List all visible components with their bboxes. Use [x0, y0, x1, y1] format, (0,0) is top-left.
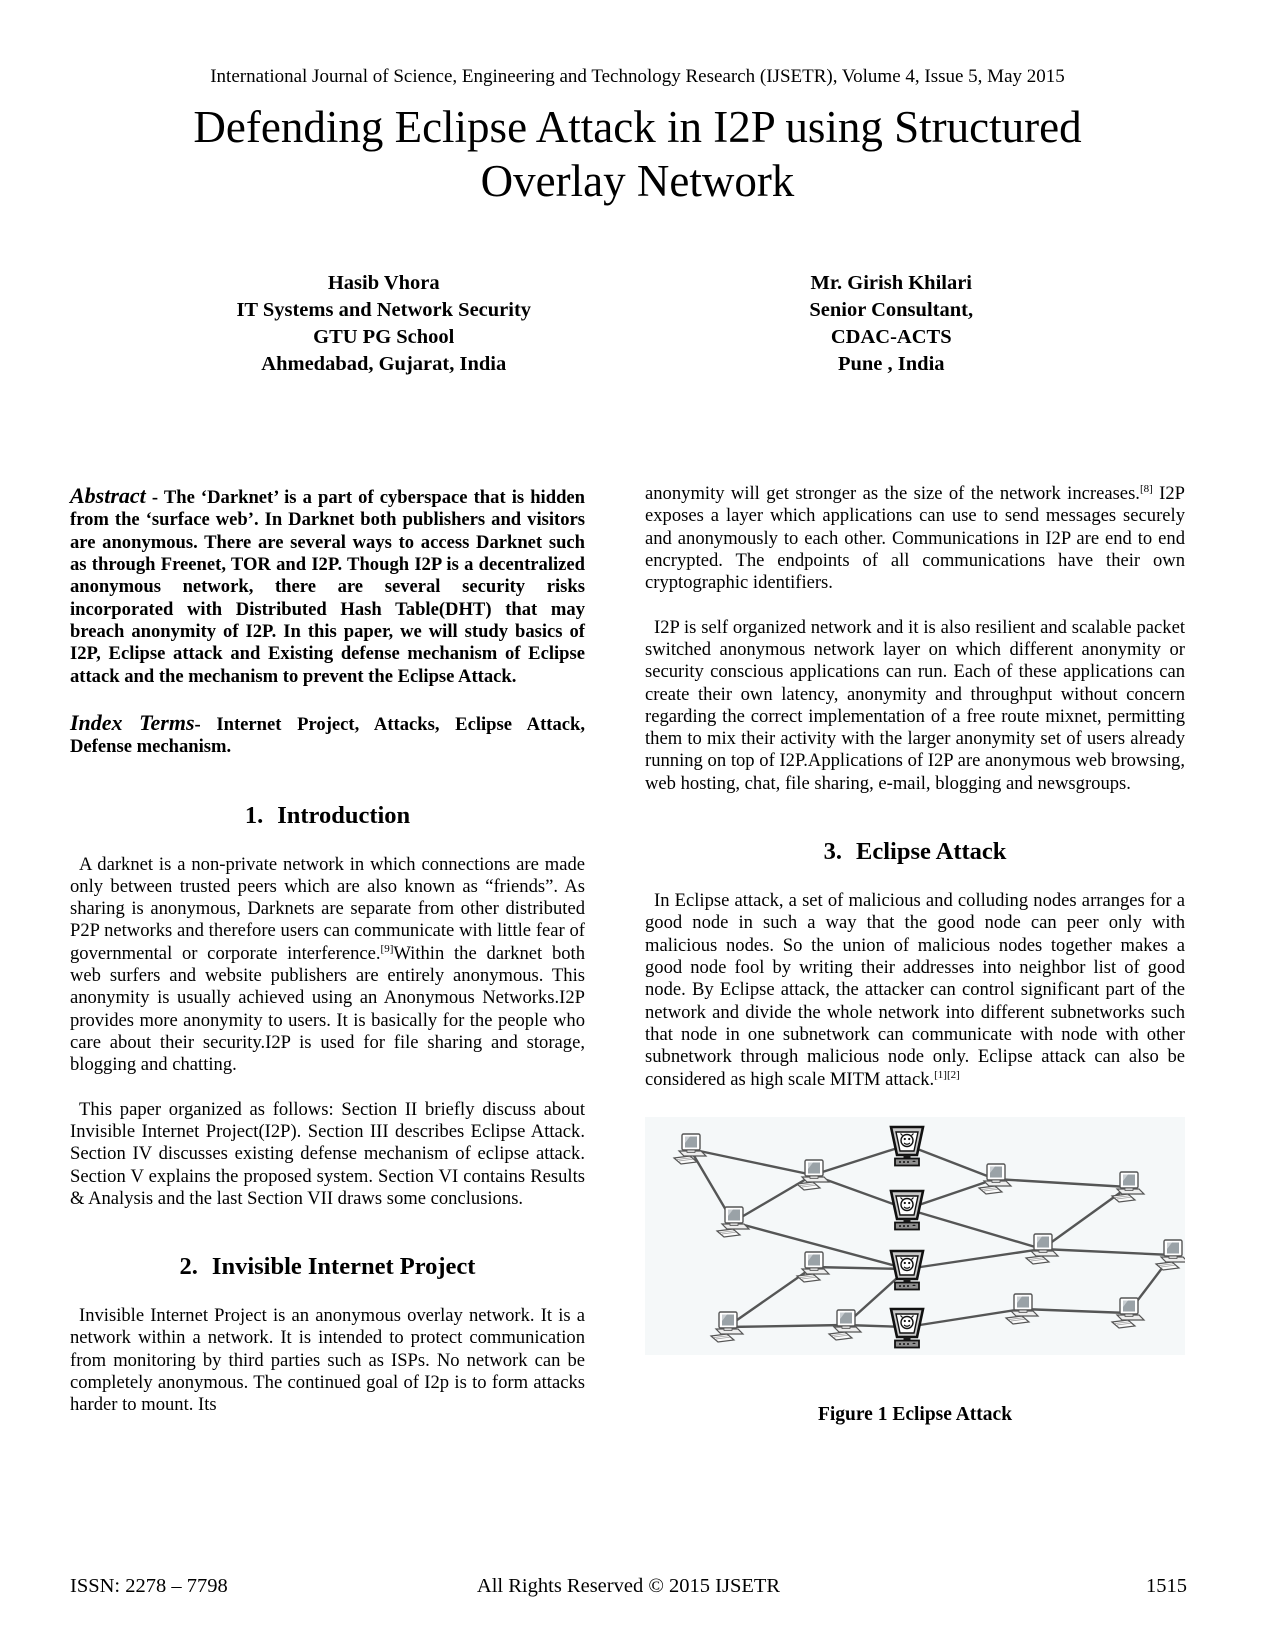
malicious-monitor-icon [891, 1251, 923, 1290]
page-footer [70, 1575, 1187, 1598]
section-3-heading [645, 839, 1185, 866]
network-edge [813, 1145, 907, 1175]
author-block-1 [130, 270, 638, 378]
intro-p1-text: A darknet is a non-private network in which connections are made only between trusted peers which are also known as “friends”. As sharing is anonymous, Darknets are separate from other distributed P2P networks and therefore users can communicate with little fear of governmental or corporate interference. [70, 853, 585, 964]
abstract-separator: - [145, 487, 164, 508]
network-edge [907, 1145, 995, 1179]
intro-paragraph-1 [70, 854, 585, 1077]
network-edge [907, 1209, 1042, 1249]
author-block-2 [638, 270, 1146, 378]
section-3-title: Eclipse Attack [855, 838, 1007, 866]
i2p-network-paragraph: I2P is self organized network and it is also resilient and scalable packet switched anonymous network layer on which different anonymity or security conscious applications can run. Each of these applications can create their own latency, anonymity and throughput without concern regarding the correct implementation of a free route mixnet, permitting them to mix their activity with the larger anonymity set of users already running on top of I2P.Applications of I2P are anonymous web browsing, web hosting, chat, file sharing, e-mail, blogging and newsgroups. [645, 616, 1185, 794]
network-edge [1042, 1249, 1172, 1255]
figure-1 [645, 1117, 1185, 1426]
network-edge [733, 1175, 813, 1222]
figure-edges [690, 1145, 1172, 1327]
author-1-name: Hasib Vhora [327, 272, 440, 294]
abstract-text: The ‘Darknet’ is a part of cyberspace that is hidden from the ‘surface web’. In Darknet both publishers and visitors are anonymous. There are several ways to access Darknet such as through Freenet, TOR and I2P. Though I2P is a decentralized anonymous network, there are several security risks incorporated with Distributed Hash Table(DHT) that may breach anonymity of I2P. In this paper, we will study basics of I2P, Eclipse attack and Existing defense mechanism of Eclipse attack and the mechanism to prevent the Eclipse Attack. [70, 487, 585, 687]
index-terms-label: Index Terms [70, 709, 195, 735]
citation-1-2: [1][2] [934, 1068, 960, 1081]
body-columns [70, 483, 1185, 1439]
computer-node-icon [674, 1134, 706, 1164]
intro-p1-text-cont: Within the darknet both web surfers and website publishers are entirely anonymous. This anonymity is usually achieved using an Anonymous Networks.I2P provides more anonymity to users. It is basically for the people who care about their security.I2P is used for file sharing and storage, blogging and chatting. [70, 942, 586, 1076]
figure-nodes [674, 1127, 1185, 1348]
intro-paragraph-2: This paper organized as follows: Section II briefly discuss about Invisible Internet Project(I2P). Section III describes Eclipse Attack. Section IV discusses existing defense mechanism of eclipse attack. Section V explains the proposed system. Section VI contains Results & Analysis and the last Section VII draws some conclusions. [70, 1098, 585, 1209]
abstract-label: Abstract [70, 483, 146, 508]
i2p-paragraph: Invisible Internet Project is an anonymous overlay network. It is a network within a network. It is intended to protect communication from monitoring by third parties such as ISPs. No network can be completely anonymous. The continued goal of I2p is to form attacks harder to mount. Its [70, 1305, 585, 1416]
malicious-monitor-icon [891, 1309, 923, 1348]
eclipse-attack-paragraph [645, 890, 1185, 1091]
continuation-text: anonymity will get stronger as the size of the network increases. [645, 483, 1140, 504]
authors-row [130, 270, 1145, 378]
network-edge [727, 1325, 845, 1327]
author-2-location: Pune , India [837, 353, 945, 376]
author-1-school: GTU PG School [313, 326, 455, 349]
eclipse-attack-diagram [645, 1117, 1185, 1355]
continuation-paragraph [645, 483, 1185, 595]
index-terms-text: - Internet Project, Attacks, Eclipse Attack, Defense mechanism. [70, 713, 585, 758]
network-edge [690, 1149, 813, 1175]
section-2-heading [70, 1254, 585, 1281]
malicious-monitor-icon [891, 1191, 923, 1230]
right-column [645, 483, 1185, 1439]
computer-node-icon [717, 1207, 749, 1237]
footer-rights: All Rights Reserved © 2015 IJSETR [476, 1575, 781, 1597]
malicious-monitor-icon [891, 1127, 923, 1166]
author-1-location: Ahmedabad, Gujarat, India [261, 353, 507, 376]
author-2-organization: CDAC-ACTS [830, 326, 952, 349]
network-edge [995, 1179, 1128, 1187]
section-1-heading [70, 803, 585, 830]
left-column [70, 483, 585, 1439]
network-edge [907, 1249, 1042, 1269]
network-edge [907, 1309, 1022, 1327]
eclipse-attack-text: In Eclipse attack, a set of malicious and colluding nodes arranges for a good node in such a way that the good node can peer only with malicious nodes. So the union of malicious nodes together makes a good node fool by writing their addresses into neighbor list of good node. By Eclipse attack, the attacker can control significant part of the network and divide the whole network into different subnetworks such that node in one subnetwork can communicate with node with other subnetwork through malicious node only. Eclipse attack can also be considered as high scale MITM attack. [645, 890, 1185, 1090]
footer-issn: ISSN: 2278 – 7798 [70, 1575, 228, 1597]
author-2-name: Mr. Girish Khilari [810, 272, 973, 294]
journal-header: International Journal of Science, Engineering and Technology Research (IJSETR), Volume 4, Issue 5, May 2015 [210, 66, 1065, 87]
citation-8: [8] [1139, 482, 1153, 495]
section-1-number: 1. [244, 801, 264, 829]
section-1-title: Introduction [277, 801, 411, 829]
abstract-paragraph [70, 483, 585, 688]
author-1-affiliation: IT Systems and Network Security [236, 299, 532, 322]
computer-node-icon [797, 1160, 829, 1190]
network-edge [1022, 1309, 1128, 1313]
index-terms-paragraph [70, 710, 585, 759]
author-2-affiliation: Senior Consultant, [809, 299, 974, 322]
paper-title: Defending Eclipse Attack in I2P using Structured Overlay Network [193, 102, 1082, 206]
network-edge [813, 1267, 907, 1269]
section-2-number: 2. [179, 1253, 198, 1281]
continuation-text-cont: I2P exposes a layer which applications can use to send messages securely and anonymously to each other. Communications in I2P are end to end encrypted. The endpoints of all communications have their own cryptographic identifiers. [645, 483, 1185, 594]
footer-page-number: 1515 [1146, 1575, 1187, 1597]
figure-caption: Figure 1 Eclipse Attack [817, 1403, 1013, 1425]
section-3-number: 3. [823, 838, 842, 866]
citation-9: [9] [380, 942, 394, 955]
section-2-title: Invisible Internet Project [211, 1253, 476, 1281]
